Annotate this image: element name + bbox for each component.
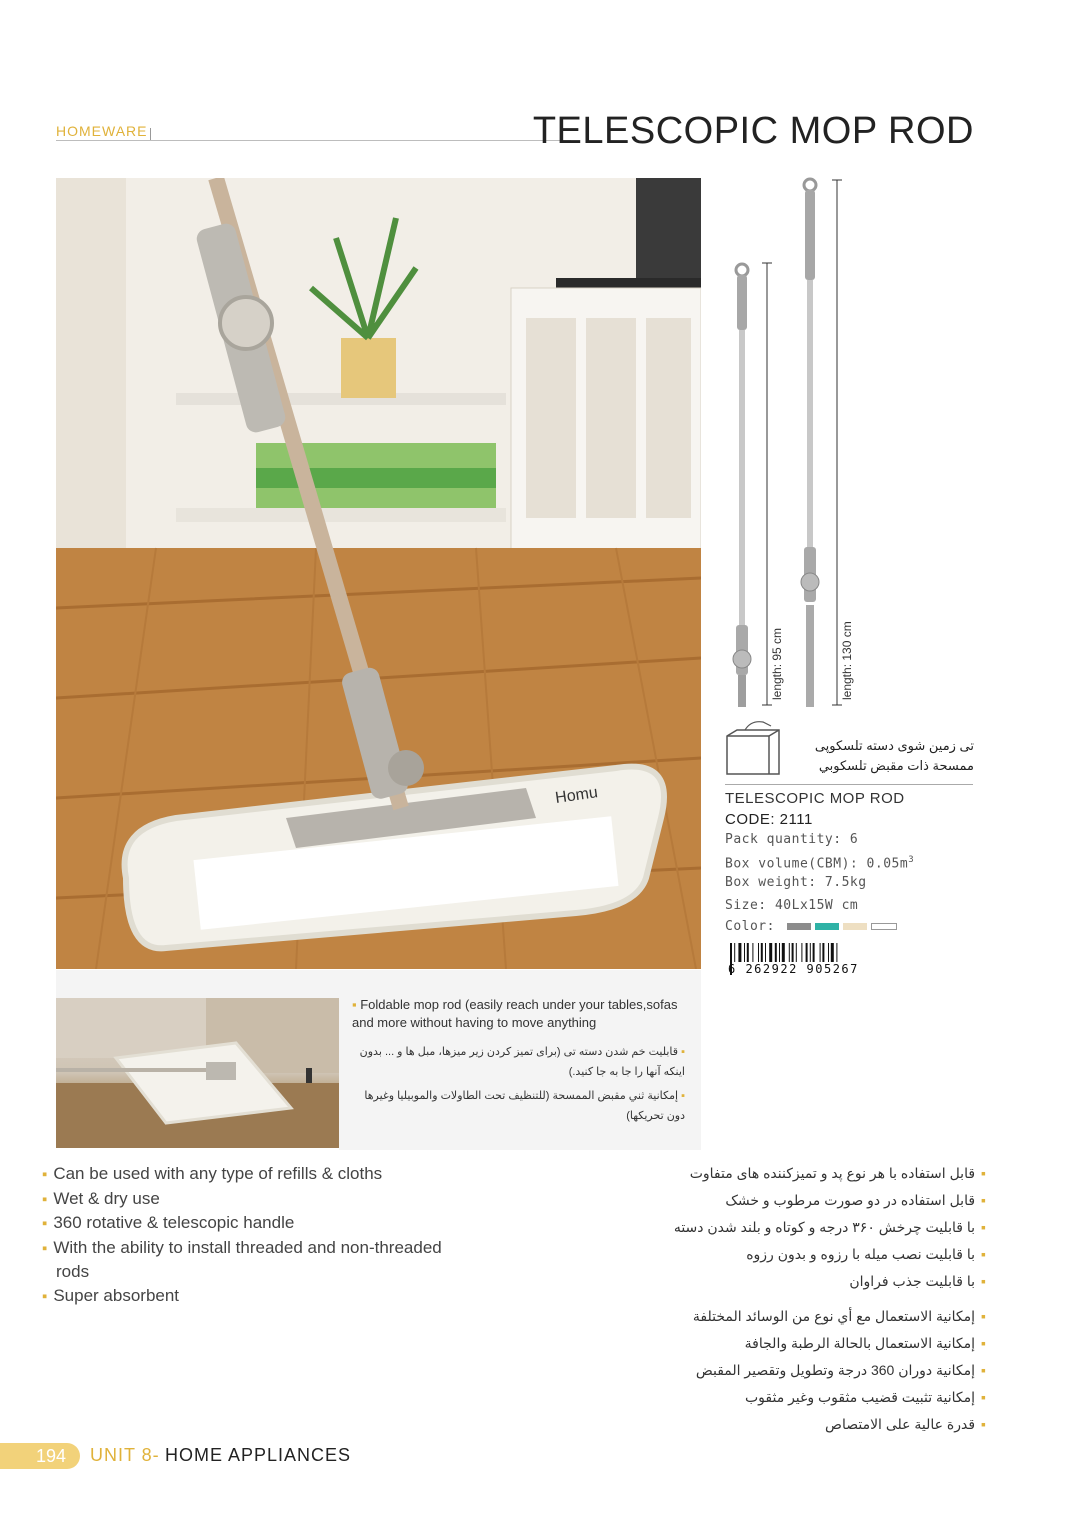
spec-pack: Pack quantity: 6 xyxy=(725,832,859,847)
feature-ar-item: ▪قدرة عالية على الامتصاص xyxy=(825,1416,986,1432)
spec-code: CODE: 2111 xyxy=(725,811,813,828)
color-swatch-teal xyxy=(815,923,839,930)
detail-strip xyxy=(56,970,339,998)
pad-brand-label: Homu xyxy=(554,784,599,807)
detail-note-ar: ▪ إمكانية ثني مقبض الممسحة (للتنظيف تحت الطاولات والموبيليا وغيرها دون تحريكها) xyxy=(364,1090,685,1122)
feature-ar-item: ▪إمكانية تثبيت قضيب مثقوب وغير مثقوب xyxy=(744,1389,986,1405)
feature-en-item: ▪ Can be used with any type of refills & cloths xyxy=(42,1164,383,1183)
feature-ar-item: ▪إمكانية الاستعمال بالحالة الرطبة والجافة xyxy=(744,1335,986,1351)
color-swatch-cream xyxy=(843,923,867,930)
feature-ar-item: ▪إمكانية دوران 360 درجة وتطويل وتقصير المقبض xyxy=(695,1362,986,1378)
feature-fa-item: ▪قابل استفاده در دو صورت مرطوب و خشک xyxy=(725,1192,986,1208)
feature-en-item: ▪ 360 rotative & telescopic handle xyxy=(42,1213,295,1232)
feature-fa-item: ▪با قابلیت جذب فراوان xyxy=(849,1273,986,1289)
detail-photo xyxy=(56,998,339,1148)
features-en-list xyxy=(42,1162,462,1308)
feature-fa-item: ▪قابل استفاده با هر نوع پد و تمیزکننده های متفاوت xyxy=(689,1165,986,1181)
category-label: HOMEWARE xyxy=(56,123,148,139)
page-number: 194 xyxy=(36,1446,67,1466)
feature-fa-item: ▪با قابلیت نصب میله با رزوه و بدون رزوه xyxy=(746,1246,986,1262)
spec-name: TELESCOPIC MOP ROD xyxy=(725,790,905,807)
feature-fa-item: ▪با قابلیت چرخش ۳۶۰ درجه و کوتاه و بلند شدن دسته xyxy=(673,1219,986,1235)
feature-en-item: ▪ Wet & dry use xyxy=(42,1188,160,1208)
detail-note-fa: ▪ قابلیت خم شدن دسته تی (برای تمیز کردن زیر میزها، مبل ها و ... بدون اینکه آنها را جا به جا کنید.) xyxy=(359,1046,685,1078)
spec-color: Color: xyxy=(725,919,975,934)
rod-diagram xyxy=(715,175,855,720)
bullet-dot: ▪ xyxy=(352,997,357,1012)
page-title: TELESCOPIC MOP ROD xyxy=(532,110,974,152)
hero-photo xyxy=(56,178,701,969)
spec-volume: Box volume(CBM): $0.05m^3$ xyxy=(725,855,915,872)
bullet-dot: ▪ xyxy=(681,1090,685,1102)
feature-en-item: ▪ With the ability to install threaded and non-threaded rods xyxy=(42,1237,442,1281)
features-fa-list xyxy=(426,1160,986,1438)
barcode-number: 6 262922 905267 xyxy=(728,962,859,976)
hero-illustration xyxy=(56,178,701,969)
spec-weight: Box weight: 7.5kg xyxy=(725,875,867,891)
detail-illustration xyxy=(56,998,339,1148)
box-icon xyxy=(725,718,781,776)
long-length-label: length: 130 cm xyxy=(840,621,854,700)
color-swatch-gray xyxy=(787,923,811,930)
spec-rule xyxy=(725,784,973,785)
feature-en-item: ▪ Super absorbent xyxy=(42,1285,180,1305)
feature-ar-item: ▪إمكانية الاستعمال مع أي نوع من الوسائد المختلفة xyxy=(692,1308,986,1324)
detail-note-en: ▪ Foldable mop rod (easily reach under your tables,sofas and more without having to move anything xyxy=(352,997,678,1030)
category-divider xyxy=(150,128,151,140)
spec-block xyxy=(725,790,975,934)
bullet-dot: ▪ xyxy=(681,1046,685,1058)
product-title-fa: تی زمین شوی دسته تلسکوپی xyxy=(814,738,974,753)
spec-size: Size: 40Lx15W cm xyxy=(725,898,859,914)
product-title-ar: ممسحة ذات مقبض تلسكوبي xyxy=(818,758,974,773)
color-swatch-white xyxy=(871,923,897,930)
unit-label: UNIT 8- xyxy=(90,1445,160,1465)
unit-title: HOME APPLIANCES xyxy=(165,1445,352,1465)
header-rule xyxy=(56,140,571,141)
short-length-label: length: 95 cm xyxy=(770,627,784,700)
